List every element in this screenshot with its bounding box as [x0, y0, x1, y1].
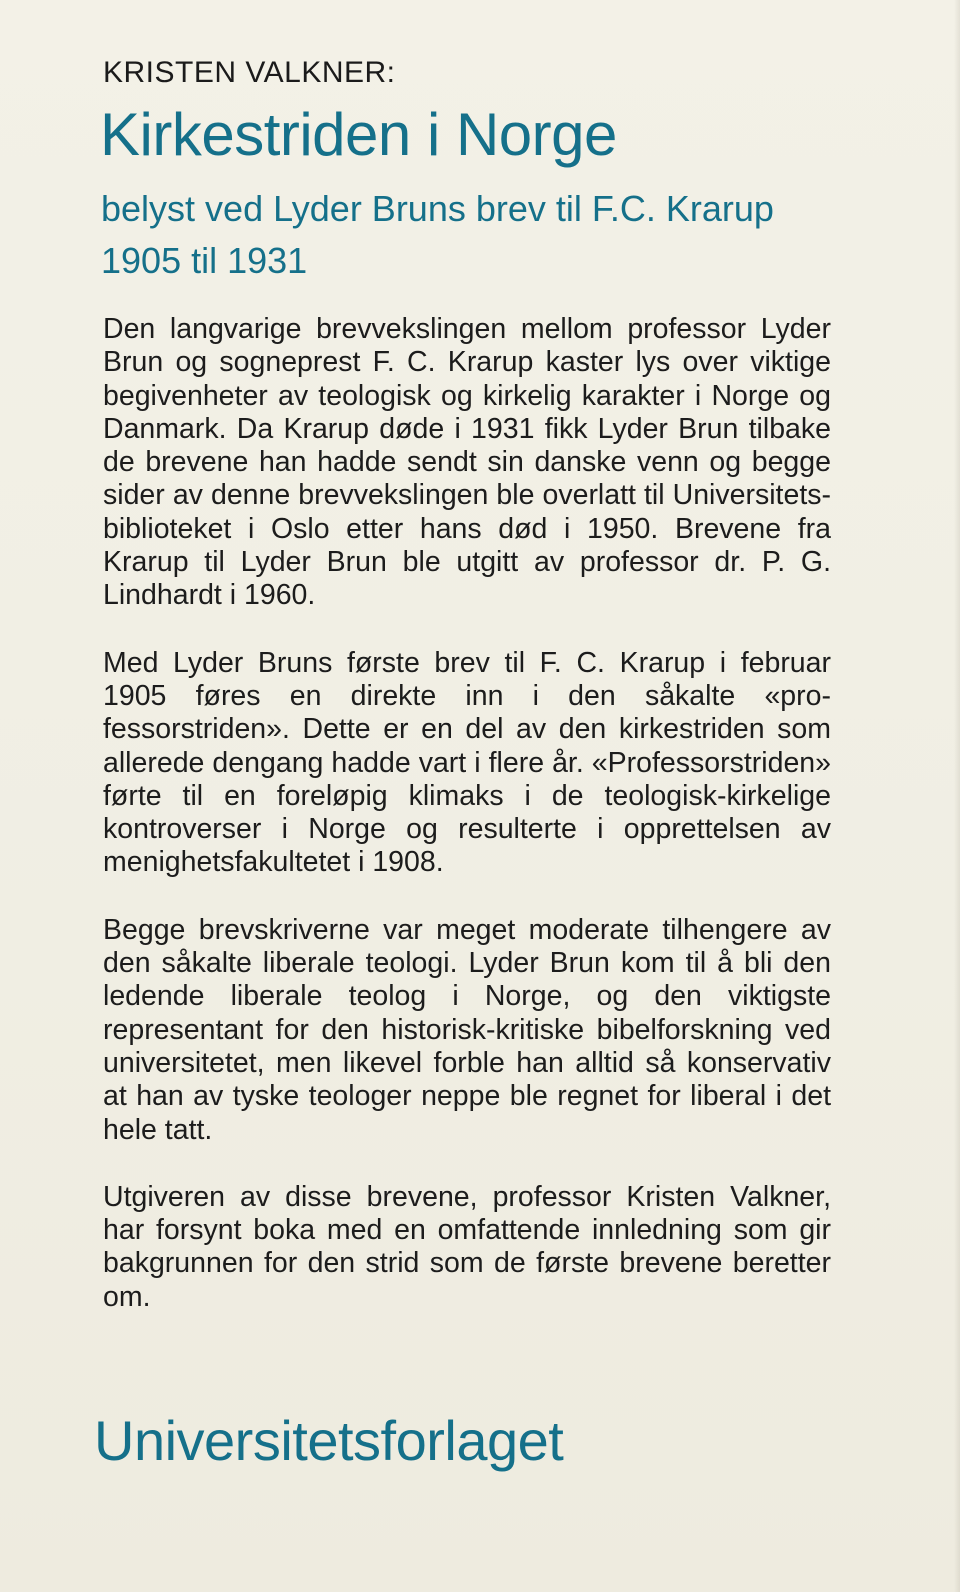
author-name: KRISTEN VALKNER: — [103, 56, 396, 89]
blurb-paragraph-2: Med Lyder Bruns første brev til F. C. Krarup i februar 1905 føres en direkte inn i den såkalte «professorstriden». Dette er en del av den kirkestriden som allerede dengang hadde vart i flere år. «Professorstriden» førte til en foreløpig klimaks i de teologisk-kirkelige kontroverser i Norge og resulterte i opprettelsen av menighetsfakultetet i 1908. — [103, 646, 831, 879]
publisher-name: Universitetsforlaget — [94, 1409, 564, 1472]
page-edge-shadow — [954, 0, 960, 1592]
blurb-paragraph-1: Den langvarige brevvekslingen mellom professor Lyder Brun og sogneprest F. C. Krarup kaster lys over viktige begivenheter av teologisk og kirkelig karakter i Norge og Danmark. Da Krarup døde i 1931 fikk Lyder Brun tilbake de brevene han hadde sendt sin danske venn og begge sider av denne brevvekslingen ble overlatt til Universitetsbiblioteket i Oslo etter hans død i 1950. Brevene fra Krarup til Lyder Brun ble utgitt av professor dr. P. G. Lindhardt i 1960. — [103, 313, 831, 612]
book-title: Kirkestriden i Norge — [100, 101, 617, 168]
book-subtitle: belyst ved Lyder Bruns brev til F.C. Krarup 1905 til 1931 — [101, 188, 774, 281]
blurb-paragraph-4: Utgiveren av disse brevene, professor Kristen Valkner, har forsynt boka med en omfattende innledning som gir bakgrunnen for den strid som de første brevene beretter om. — [103, 1180, 831, 1313]
blurb-paragraph-3: Begge brevskriverne var meget moderate tilhengere av den såkalte liberale teologi. Lyder Brun kom til å bli den ledende liberale teolog i Norge, og den viktigste representant for den historisk-kritiske bibelforskning ved universitetet, men likevel forble han alltid så konservativ at han av tyske teologer neppe ble regnet for liberal i det hele tatt. — [103, 913, 831, 1146]
blurb — [103, 313, 831, 1348]
